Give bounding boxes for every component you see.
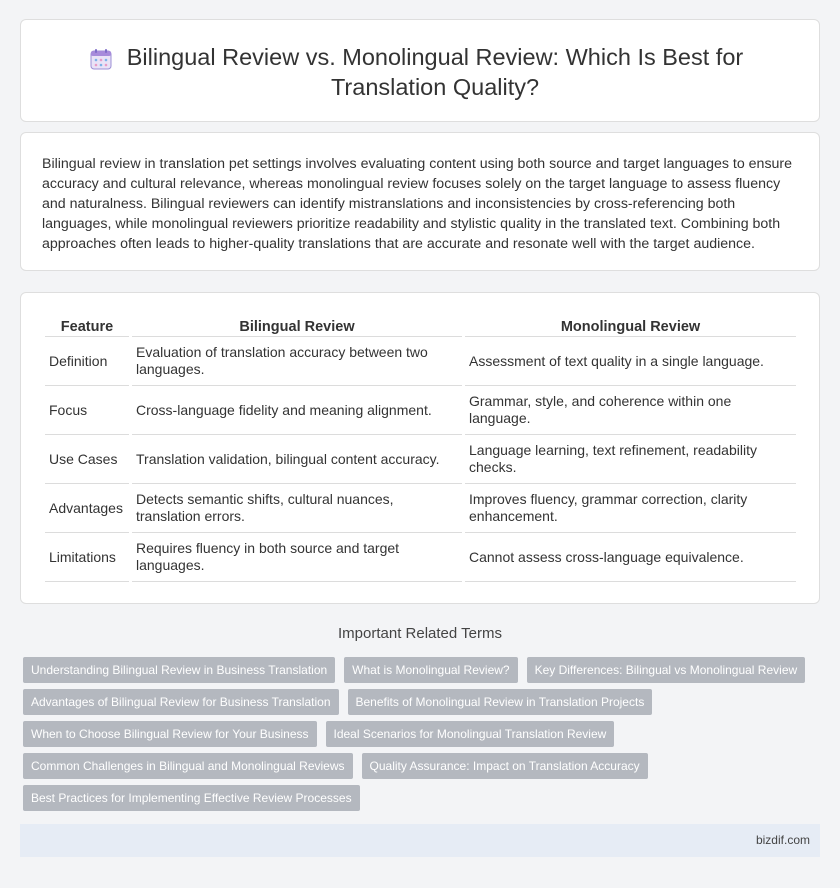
related-term-link[interactable]: When to Choose Bilingual Review for Your Business	[23, 721, 317, 747]
tag-row	[23, 657, 823, 683]
row-feature: Use Cases	[45, 435, 129, 484]
tag-row	[23, 689, 823, 715]
row-bilingual: Translation validation, bilingual content accuracy.	[132, 435, 462, 484]
row-monolingual: Improves fluency, grammar correction, clarity enhancement.	[465, 484, 796, 533]
row-feature: Focus	[45, 386, 129, 435]
intro-card	[20, 132, 820, 271]
row-bilingual: Evaluation of translation accuracy between two languages.	[132, 337, 462, 386]
row-feature: Definition	[45, 337, 129, 386]
related-term-link[interactable]: Best Practices for Implementing Effective Review Processes	[23, 785, 360, 811]
row-bilingual: Cross-language fidelity and meaning alignment.	[132, 386, 462, 435]
row-monolingual: Cannot assess cross-language equivalence.	[465, 533, 796, 582]
tag-row	[23, 753, 823, 779]
header-bilingual: Bilingual Review	[132, 315, 462, 337]
related-term-link[interactable]: Advantages of Bilingual Review for Business Translation	[23, 689, 339, 715]
related-terms-list	[23, 657, 823, 817]
row-feature: Advantages	[45, 484, 129, 533]
table-row	[45, 386, 796, 435]
related-term-link[interactable]: Key Differences: Bilingual vs Monolingual Review	[527, 657, 806, 683]
row-feature: Limitations	[45, 533, 129, 582]
tag-row	[23, 721, 823, 747]
related-term-link[interactable]: Common Challenges in Bilingual and Monolingual Reviews	[23, 753, 353, 779]
row-bilingual: Requires fluency in both source and target languages.	[132, 533, 462, 582]
table-row	[45, 484, 796, 533]
table-row	[45, 435, 796, 484]
table-header-row	[45, 315, 796, 337]
related-term-link[interactable]: Understanding Bilingual Review in Business Translation	[23, 657, 335, 683]
comparison-table	[42, 315, 799, 582]
footer-bar	[20, 824, 820, 857]
row-monolingual: Grammar, style, and coherence within one language.	[465, 386, 796, 435]
title-card	[20, 19, 820, 122]
page-title: Bilingual Review vs. Monolingual Review: Which Is Best for Translation Quality?	[126, 44, 744, 100]
row-monolingual: Language learning, text refinement, readability checks.	[465, 435, 796, 484]
header-feature: Feature	[45, 315, 129, 337]
related-term-link[interactable]: Benefits of Monolingual Review in Translation Projects	[348, 689, 653, 715]
related-terms-heading: Important Related Terms	[338, 625, 502, 642]
row-bilingual: Detects semantic shifts, cultural nuances, translation errors.	[132, 484, 462, 533]
intro-paragraph: Bilingual review in translation pet settings involves evaluating content using both source and target languages to ensure accuracy and cultural relevance, whereas monolingual review focuses solely on the target language to assess fluency and naturalness. Bilingual reviewers can identify mistranslations and inconsistencies by cross-referencing both languages, while monolingual reviewers prioritize readability and stylistic quality in the translated text. Combining both approaches often leads to higher-quality translations that are accurate and resonate well with the target audience.	[42, 156, 793, 252]
row-monolingual: Assessment of text quality in a single language.	[465, 337, 796, 386]
related-term-link[interactable]: Ideal Scenarios for Monolingual Translation Review	[326, 721, 615, 747]
site-name[interactable]: bizdif.com	[755, 833, 810, 847]
comparison-card	[20, 292, 820, 604]
table-row	[45, 337, 796, 386]
tag-row	[23, 785, 823, 811]
table-row	[45, 533, 796, 582]
related-term-link[interactable]: What is Monolingual Review?	[344, 657, 517, 683]
related-term-link[interactable]: Quality Assurance: Impact on Translation Accuracy	[362, 753, 648, 779]
header-monolingual: Monolingual Review	[465, 315, 796, 337]
